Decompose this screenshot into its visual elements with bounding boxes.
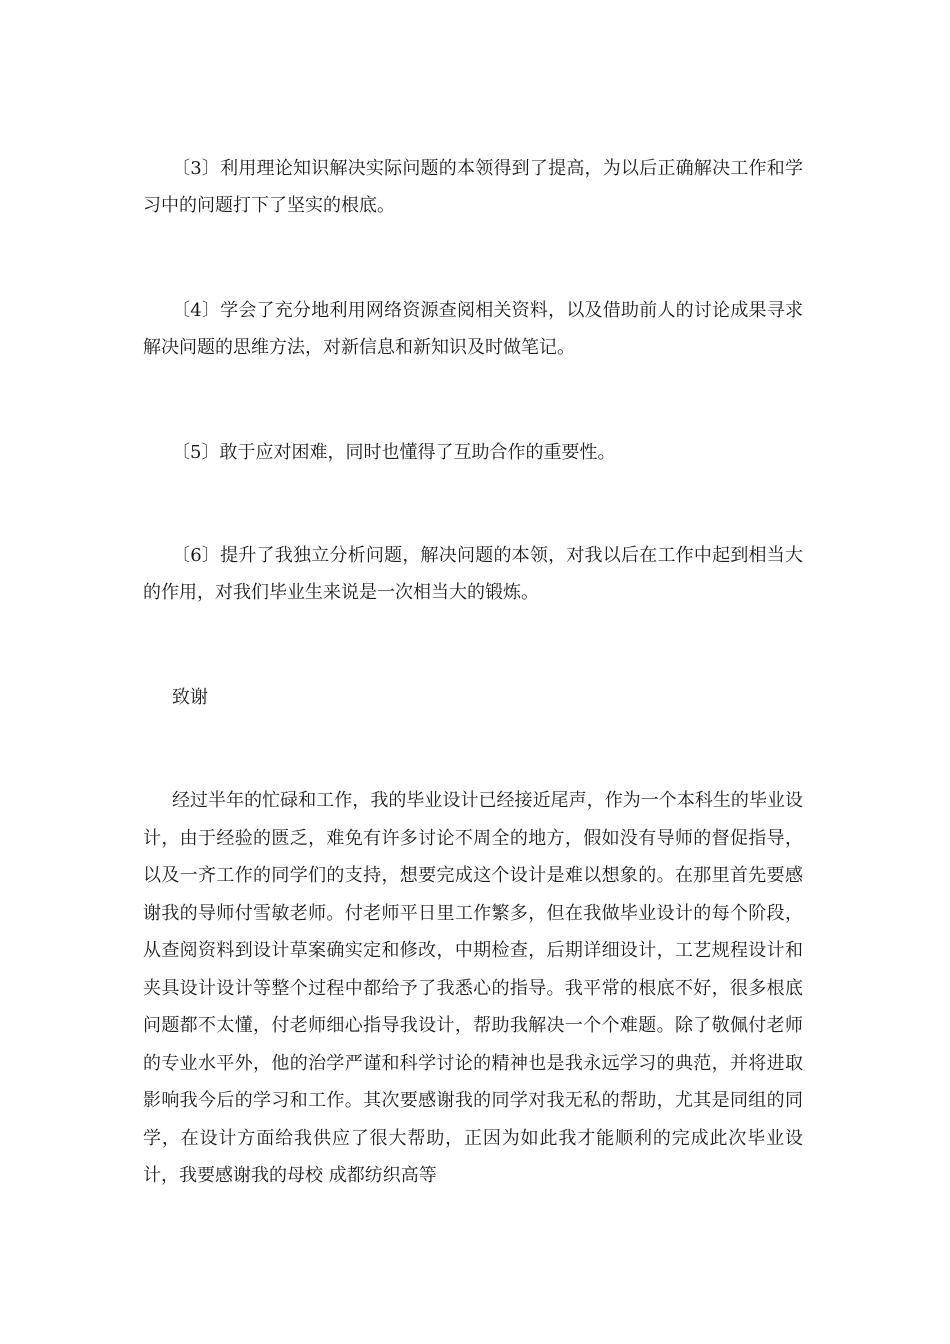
list-item-5: 〔5〕敢于应对困难，同时也懂得了互助合作的重要性。 <box>172 442 616 463</box>
list-item-3: 〔3〕利用理论知识解决实际问题的本领得到了提高，为以后正确解决工作和学习中的问题打下了坚实的根底。 <box>143 158 803 216</box>
acknowledgement-body: 经过半年的忙碌和工作，我的毕业设计已经接近尾声，作为一个本科生的毕业设计，由于经验的匮乏，难免有许多讨论不周全的地方，假如没有导师的督促指导，以及一齐工作的同学们的支持，想要完成这个设计是难以想象的。在那里首先要感谢我的导师付雪敏老师。付老师平日里工作繁多，但在我做毕业设计的每个阶段，从查阅资料到设计草案确实定和修改，中期检查，后期详细设计，工艺规程设计和夹具设计设计等整个过程中都给予了我悉心的指导。我平常的根底不好，很多根底问题都不太懂，付老师细心指导我设计，帮助我解决一个个难题。除了敬佩付老师的专业水平外，他的治学严谨和科学讨论的精神也是我永远学习的典范，并将进取影响我今后的学习和工作。其次要感谢我的同学对我无私的帮助，尤其是同组的同学，在设计方面给我供应了很大帮助，正因为如此我才能顺利的完成此次毕业设计，我要感谢我的母校 成都纺织高等 <box>143 790 803 1186</box>
list-item-6: 〔6〕提升了我独立分析问题，解决问题的本领，对我以后在工作中起到相当大的作用，对我们毕业生来说是一次相当大的锻炼。 <box>143 545 803 603</box>
list-item-4: 〔4〕学会了充分地利用网络资源查阅相关资料，以及借助前人的讨论成果寻求解决问题的思维方法，对新信息和新知识及时做笔记。 <box>143 300 803 358</box>
acknowledgement-title: 致谢 <box>172 687 208 708</box>
